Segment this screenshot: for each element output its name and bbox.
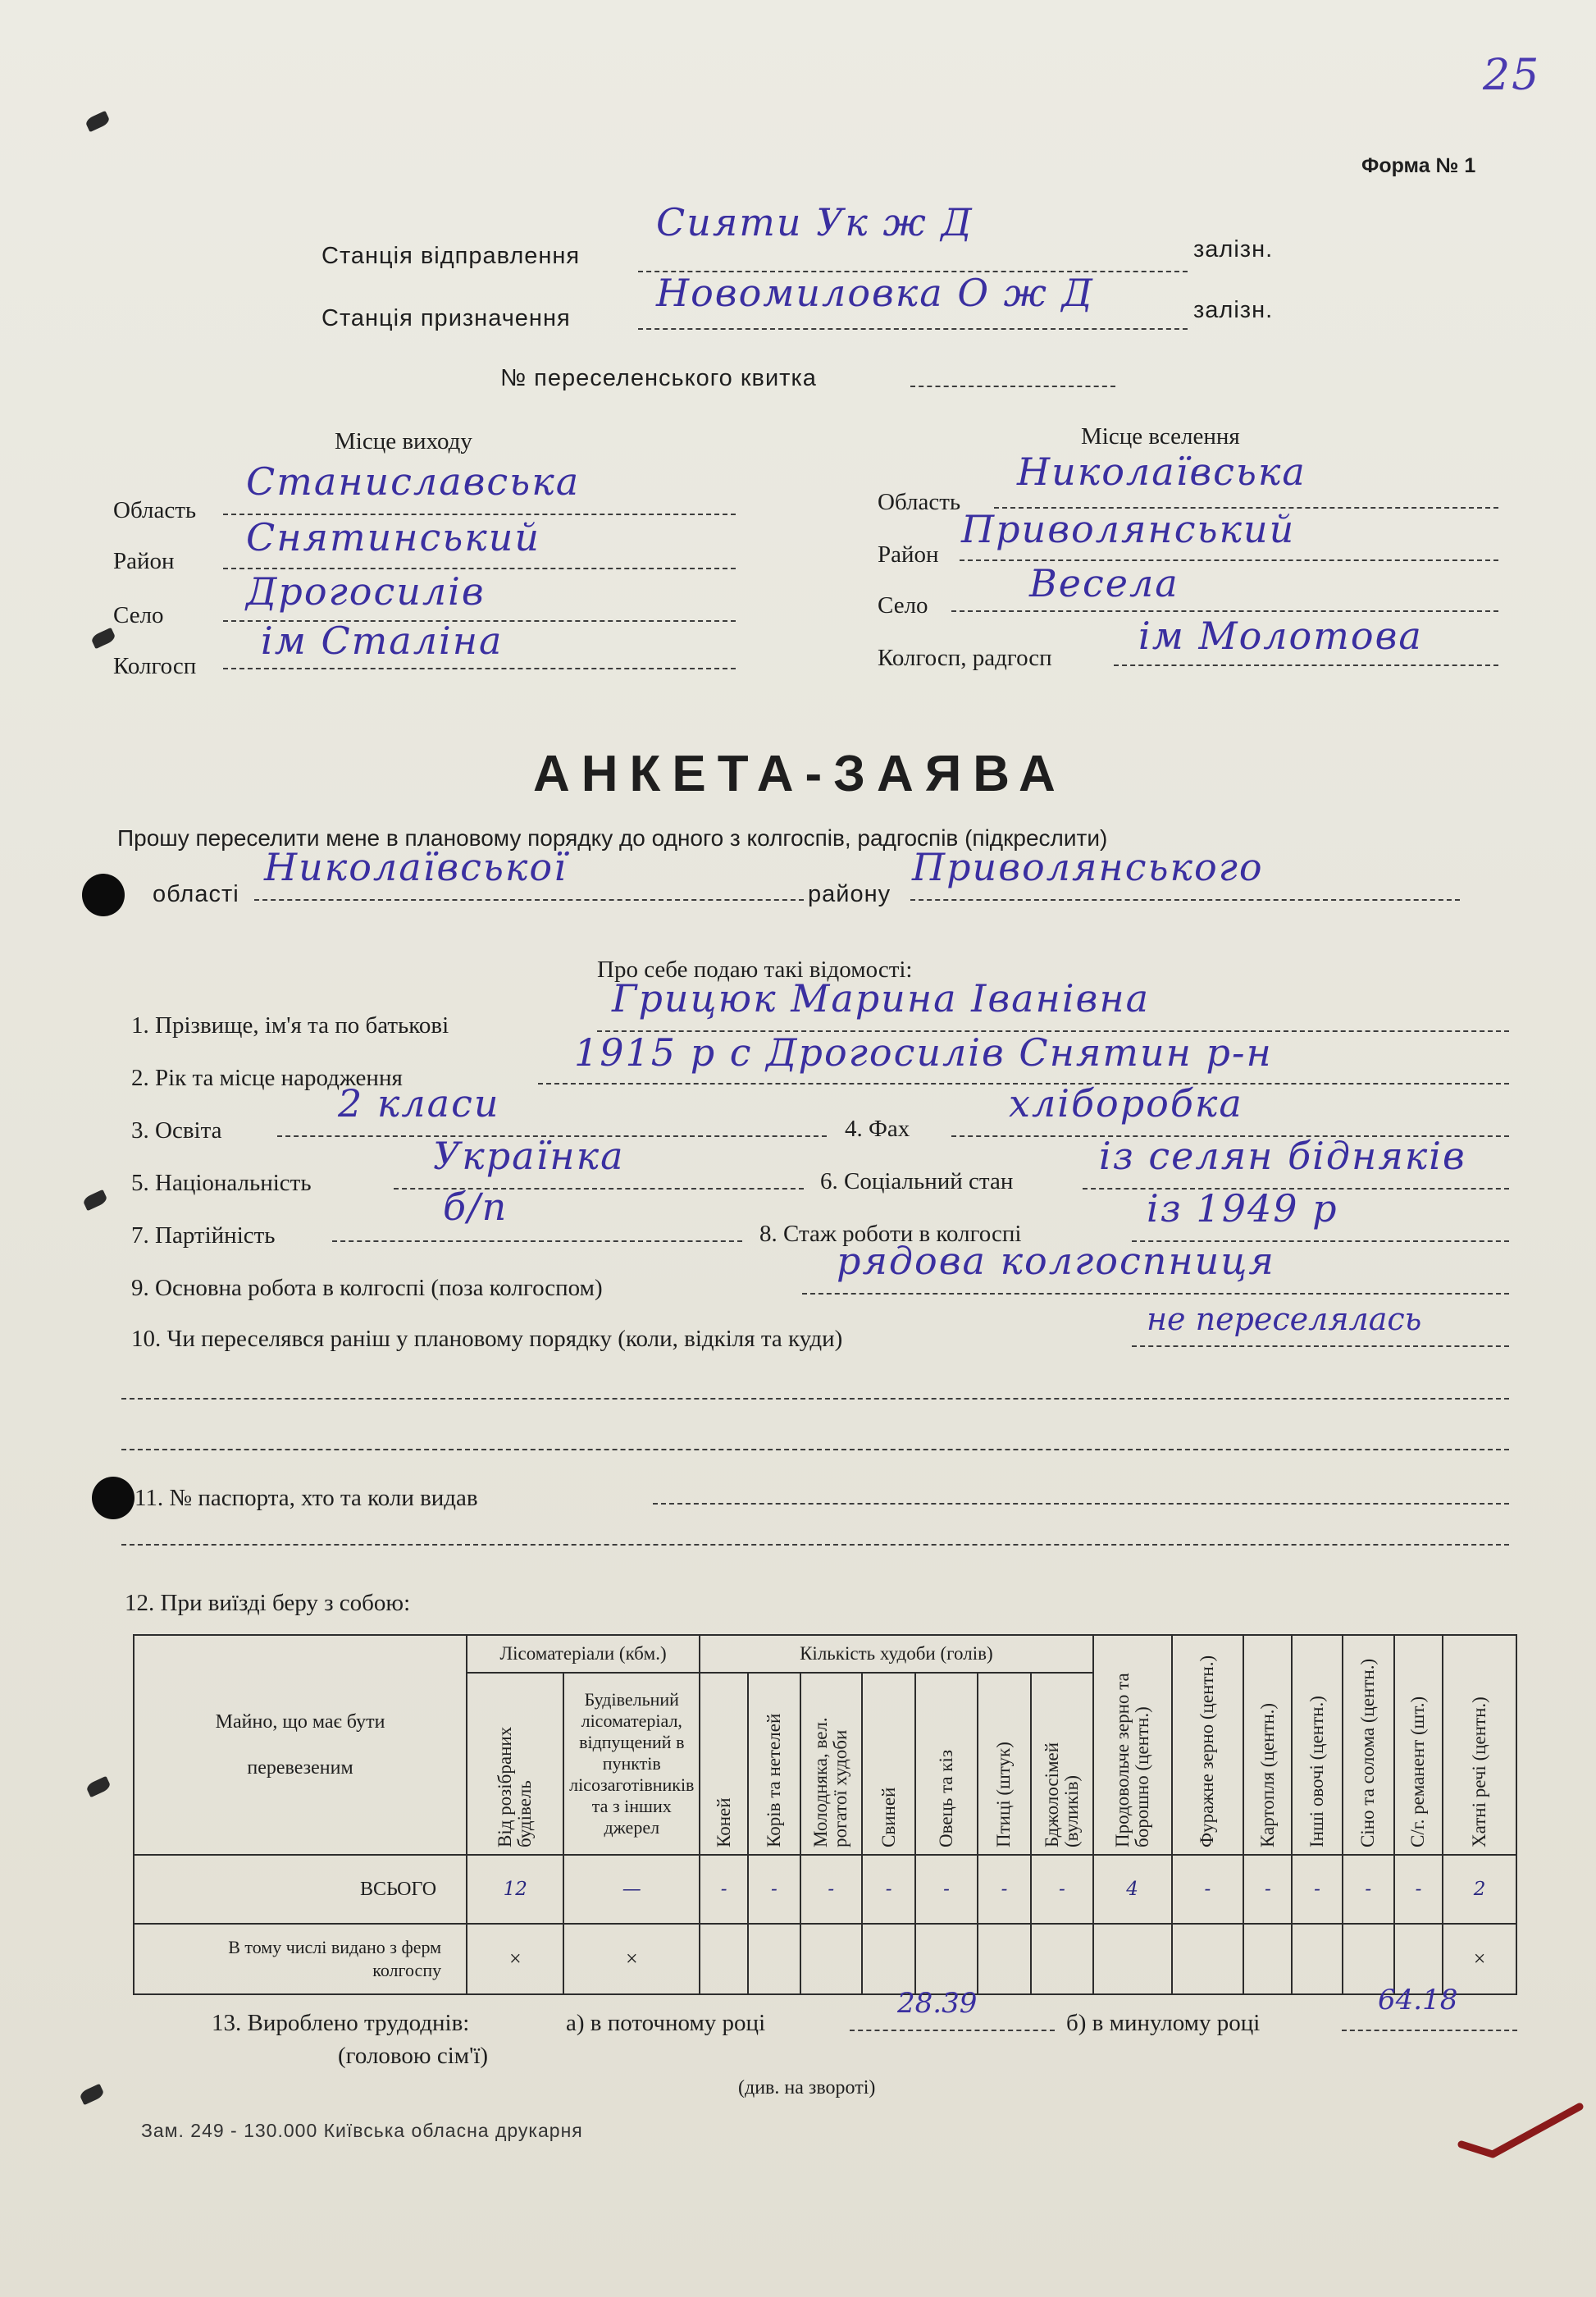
col-potatoes: Картопля (центн.) xyxy=(1243,1635,1292,1855)
exit-kolgosp-line xyxy=(223,668,736,669)
workdays-last-value: 64.18 xyxy=(1378,1984,1458,2016)
arrival-label: Станція призначення xyxy=(321,305,571,331)
request-line: Прошу переселити мене в плановому порядку до одного з колгоспів, радгоспів (підкреслити) xyxy=(117,825,1108,851)
total-cell: - xyxy=(1343,1855,1394,1924)
col-bees: Бджолосімей (вуликів) xyxy=(1031,1673,1093,1855)
field-2-value: 1915 р с Дрогосилів Снятин р-н xyxy=(574,1030,1273,1075)
settle-kolgosp-label: Колгосп, радгосп xyxy=(878,645,1052,671)
exit-selo-label: Село xyxy=(113,602,164,628)
col-young-cattle: Молодняка, вел. рогатої худоби xyxy=(800,1673,863,1855)
field-3-value: 2 класи xyxy=(338,1081,500,1126)
col-food-grain: Продовольче зерно та борошно (центн.) xyxy=(1093,1635,1172,1855)
exit-oblast-label: Область xyxy=(113,497,197,523)
request-raion-label: району xyxy=(808,881,891,907)
field-10-extra-line xyxy=(121,1398,1509,1400)
total-cell: - xyxy=(1031,1855,1093,1924)
col-feed-grain: Фуражне зерно (центн.) xyxy=(1172,1635,1244,1855)
request-raion-value: Приволянського xyxy=(912,845,1264,889)
arrival-line xyxy=(638,328,1188,330)
check-mark-icon xyxy=(1457,2100,1588,2166)
field-1-label: 1. Прізвище, ім'я та по батькові xyxy=(131,1012,449,1039)
request-oblast-label: області xyxy=(153,881,239,907)
farm-cell: × xyxy=(1443,1924,1516,1994)
field-10-label: 10. Чи переселявся раніш у плановому порядку (коли, відкіля та куди) xyxy=(131,1326,843,1352)
settle-raion-value: Приволянський xyxy=(961,507,1296,551)
tear-mark xyxy=(84,111,111,132)
field-7-value: б/п xyxy=(443,1185,508,1229)
settle-kolgosp-value: ім Молотова xyxy=(1138,614,1423,658)
workdays-current-label: а) в поточному році xyxy=(566,2010,766,2036)
tear-mark xyxy=(79,2084,105,2105)
farm-cell xyxy=(978,1924,1031,1994)
farm-cell xyxy=(1243,1924,1292,1994)
col-pigs: Свиней xyxy=(862,1673,915,1855)
intro: Про себе подаю такі відомості: xyxy=(597,957,913,983)
total-cell: - xyxy=(978,1855,1031,1924)
group-cattle-header: Кількість худоби (голів) xyxy=(700,1635,1093,1673)
exit-raion-value: Снятинський xyxy=(246,515,541,559)
exit-heading: Місце виходу xyxy=(335,428,472,454)
farm-cell xyxy=(1292,1924,1342,1994)
field-4-label: 4. Фах xyxy=(845,1116,910,1142)
col-hay: Сіно та солома (центн.) xyxy=(1343,1635,1394,1855)
field-12-label: 12. При виїзді беру з собою: xyxy=(125,1590,411,1616)
form-title: АНКЕТА-ЗАЯВА xyxy=(533,746,1067,802)
field-8-label: 8. Стаж роботи в колгоспі xyxy=(759,1221,1022,1247)
punch-hole xyxy=(92,1477,135,1519)
col-poultry: Птиці (штук) xyxy=(978,1673,1031,1855)
settle-selo-label: Село xyxy=(878,592,928,619)
field-3-label: 3. Освіта xyxy=(131,1117,222,1144)
row-farm-label: В тому числі видано з ферм колгоспу xyxy=(134,1924,467,1994)
farm-cell xyxy=(862,1924,915,1994)
total-cell: - xyxy=(748,1855,800,1924)
departure-value: Сияти Ук ж Д xyxy=(656,200,974,244)
workdays-last-line xyxy=(1342,2030,1517,2031)
exit-raion-label: Район xyxy=(113,548,175,574)
field-8-value: із 1949 р xyxy=(1147,1186,1338,1231)
settle-raion-label: Район xyxy=(878,541,939,568)
exit-kolgosp-label: Колгосп xyxy=(113,653,197,679)
workdays-current-line xyxy=(850,2030,1055,2031)
field-7-label: 7. Партійність xyxy=(131,1222,276,1249)
total-cell: - xyxy=(800,1855,863,1924)
settle-heading: Місце вселення xyxy=(1081,423,1240,450)
total-cell: - xyxy=(700,1855,748,1924)
punch-hole xyxy=(82,874,125,916)
arrival-value: Новомиловка О ж Д xyxy=(656,271,1094,315)
departure-rail: залізн. xyxy=(1193,236,1274,263)
form-label: Форма № 1 xyxy=(1361,154,1476,177)
farm-cell xyxy=(1172,1924,1244,1994)
farm-cell xyxy=(748,1924,800,1994)
settle-kolgosp-line xyxy=(1114,664,1498,666)
workdays-sub: (головою сім'ї) xyxy=(338,2043,489,2069)
row-total-label: ВСЬОГО xyxy=(134,1855,467,1924)
field-11-extra-line xyxy=(121,1544,1509,1546)
col-property-header: Майно, що має бути перевезеним xyxy=(134,1635,467,1855)
farm-cell: × xyxy=(563,1924,700,1994)
workdays-current-value: 28.39 xyxy=(897,1987,978,2020)
page-number: 25 xyxy=(1483,51,1541,100)
total-cell: - xyxy=(915,1855,978,1924)
farm-cell xyxy=(700,1924,748,1994)
exit-oblast-value: Станиславська xyxy=(246,459,581,504)
total-cell: 4 xyxy=(1093,1855,1172,1924)
request-oblast-line xyxy=(254,899,804,901)
farm-cell: × xyxy=(467,1924,563,1994)
field-6-label: 6. Соціальний стан xyxy=(820,1168,1014,1194)
departure-label: Станція відправлення xyxy=(321,243,581,269)
total-cell: - xyxy=(1292,1855,1342,1924)
printer-info: Зам. 249 - 130.000 Київська обласна друкарня xyxy=(141,2120,583,2141)
total-cell: - xyxy=(862,1855,915,1924)
field-2-label: 2. Рік та місце народження xyxy=(131,1065,403,1091)
arrival-rail: залізн. xyxy=(1193,297,1274,323)
exit-selo-value: Дрогосилів xyxy=(246,569,486,614)
workdays-last-label: б) в минулому році xyxy=(1066,2010,1261,2036)
row-farm xyxy=(134,1924,1516,1994)
total-cell: — xyxy=(563,1855,700,1924)
farm-cell xyxy=(1093,1924,1172,1994)
property-table xyxy=(133,1634,1517,1995)
total-cell: - xyxy=(1243,1855,1292,1924)
field-7-line xyxy=(332,1240,742,1242)
total-cell: - xyxy=(1172,1855,1244,1924)
farm-cell xyxy=(915,1924,978,1994)
field-4-value: хліборобка xyxy=(1009,1081,1243,1126)
ticket-label: № переселенського квитка xyxy=(500,365,817,391)
total-cell: - xyxy=(1394,1855,1443,1924)
col-tools: С/г. реманент (шт.) xyxy=(1394,1635,1443,1855)
farm-cell xyxy=(800,1924,863,1994)
field-9-label: 9. Основна робота в колгоспі (поза колгоспом) xyxy=(131,1275,603,1301)
tear-mark xyxy=(90,628,116,649)
field-10-value: не переселялась xyxy=(1147,1301,1422,1337)
tear-mark xyxy=(82,1190,108,1211)
tear-mark xyxy=(85,1776,112,1797)
field-11-line xyxy=(653,1503,1509,1505)
col-horses: Коней xyxy=(700,1673,748,1855)
col-cows: Корів та нетелей xyxy=(748,1673,800,1855)
workdays-label: 13. Вироблено трудоднів: xyxy=(212,2010,470,2036)
settle-oblast-label: Область xyxy=(878,489,961,515)
field-1-value: Грицюк Марина Іванівна xyxy=(612,976,1151,1021)
settle-selo-line xyxy=(951,610,1498,612)
total-cell: 12 xyxy=(467,1855,563,1924)
field-9-value: рядова колгоспниця xyxy=(837,1239,1275,1283)
farm-cell xyxy=(1031,1924,1093,1994)
row-total xyxy=(134,1855,1516,1924)
request-raion-line xyxy=(910,899,1460,901)
turn-note: (див. на звороті) xyxy=(738,2077,876,2098)
field-11-label: 11. № паспорта, хто та коли видав xyxy=(135,1485,478,1511)
col-household: Хатні речі (центн.) xyxy=(1443,1635,1516,1855)
exit-kolgosp-value: ім Сталіна xyxy=(261,619,504,663)
settle-oblast-value: Николаївська xyxy=(1017,450,1306,494)
field-5-label: 5. Національність xyxy=(131,1170,312,1196)
group-lumber-header: Лісоматеріали (кбм.) xyxy=(467,1635,700,1673)
col-sheep: Овець та кіз xyxy=(915,1673,978,1855)
field-9-line xyxy=(802,1293,1509,1295)
field-10-line xyxy=(1132,1345,1509,1347)
field-5-value: Українка xyxy=(433,1134,625,1178)
field-10-extra-line xyxy=(121,1449,1509,1450)
col-lumber-issued: Будівельний лісоматеріал, відпущений в пунктів лісозаготівників та з інших джерел xyxy=(563,1673,700,1855)
total-cell: 2 xyxy=(1443,1855,1516,1924)
col-vegetables: Інші овочі (центн.) xyxy=(1292,1635,1342,1855)
col-dismantled: Від розібраних будівель xyxy=(467,1673,563,1855)
ticket-line xyxy=(910,386,1115,387)
settle-selo-value: Весела xyxy=(1029,561,1179,605)
request-oblast-value: Николаївської xyxy=(264,845,568,889)
field-6-value: із селян бідняків xyxy=(1099,1134,1466,1178)
